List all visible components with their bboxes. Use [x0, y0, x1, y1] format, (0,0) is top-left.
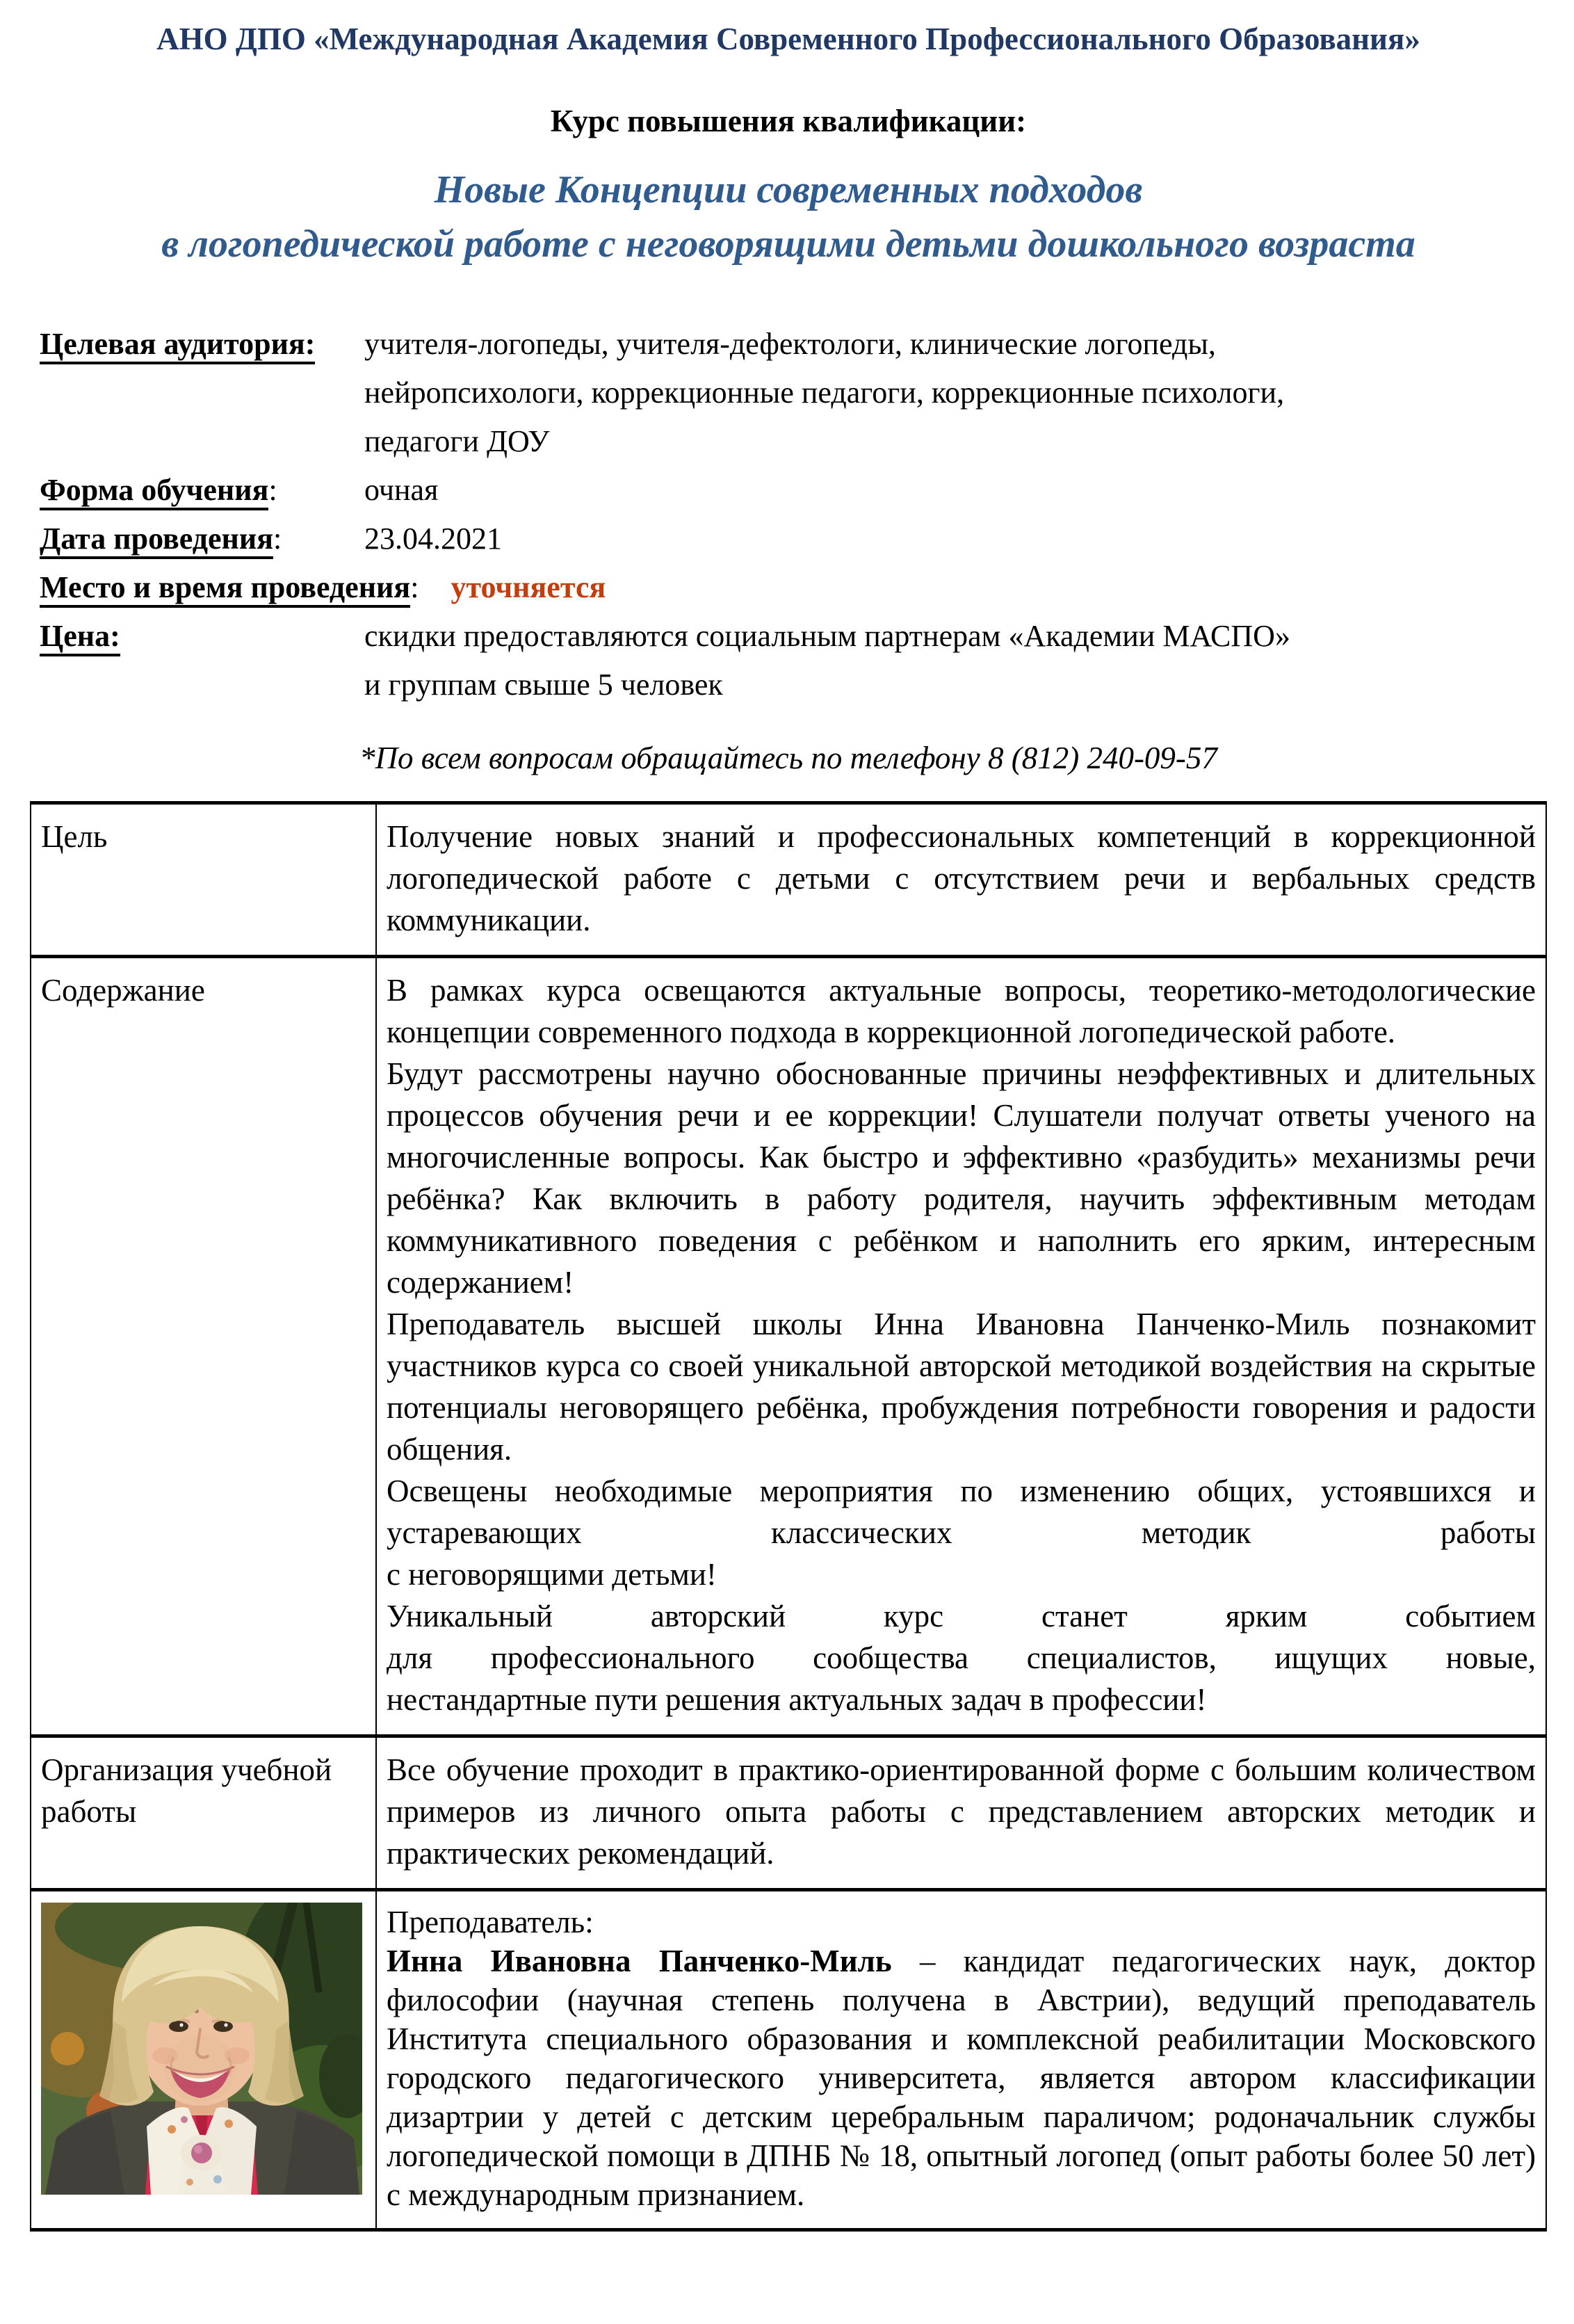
detail-colon: :: [268, 473, 277, 508]
detail-value: [451, 563, 606, 612]
table-row: [31, 1890, 1546, 2230]
detail-value-line: очная: [364, 473, 439, 508]
detail-label-text: Форма обучения: [40, 473, 268, 510]
paragraph: Все обучение проходит в практико-ориентированной форме с большим количеством примеров из личного опыта работы с представлением авторских методик и практических рекомендаций.: [387, 1752, 1536, 1871]
row-label-cell: Организация учебной работы: [31, 1736, 376, 1890]
detail-row: [40, 466, 1547, 515]
paragraph: Уникальный авторский курс станет ярким событием: [387, 1599, 1536, 1634]
paragraph: с неговорящими детьми!: [387, 1557, 717, 1592]
teacher-heading: Преподаватель:: [387, 1905, 594, 1940]
row-label-cell: Содержание: [31, 957, 376, 1736]
paragraph: для профессионального сообщества специалистов, ищущих новые,: [387, 1640, 1536, 1676]
detail-label-text: Дата проведения: [40, 522, 273, 559]
detail-value: [364, 466, 438, 515]
detail-colon: :: [410, 570, 419, 605]
detail-value-line: педагоги ДОУ: [364, 424, 550, 459]
paragraph: Преподаватель высшей школы Инна Ивановна Панченко-Миль познакомит участников курса со своей уникальной авторской методикой воздействия на скрытые потенциалы неговорящего ребёнка, пробуждения потребности говорения и радости общения.: [387, 1307, 1536, 1467]
detail-value-line: скидки предоставляются социальным партнерам «Академии МАСПО»: [364, 619, 1290, 654]
detail-value-line: 23.04.2021: [364, 522, 502, 556]
contact-phone-note: *По всем вопросам обращайтесь по телефону 8 (812) 240-09-57: [359, 741, 1217, 776]
teacher-photo: [41, 1903, 362, 2195]
detail-row: [40, 320, 1547, 466]
detail-label: [40, 515, 364, 563]
paragraph: Освещены необходимые мероприятия по изменению общих, устоявшихся и устаревающих классических методик работы: [387, 1474, 1536, 1551]
teacher-bio: Инна Ивановна Панченко-Миль – кандидат педагогических наук, доктор философии (научная степень получена в Австрии), ведущий преподаватель Института специального образования и комплексной реабилитации Московского городского педагогического университета, является автором классификации дизартрии у детей с детским церебральным параличом; родоначальник службы логопедической помощи в ДПНБ № 18, опытный логопед (опыт работы более 50 лет) с международным признанием.: [387, 1944, 1536, 2213]
detail-colon: :: [273, 522, 282, 556]
detail-value: [364, 320, 1284, 466]
detail-row: [40, 563, 1547, 612]
detail-value: [364, 612, 1290, 709]
paragraph: В рамках курса освещаются актуальные вопросы, теоретико-методологические концепции современного подхода в коррекционной логопедической работе.: [387, 973, 1536, 1050]
course-title: [30, 163, 1547, 271]
detail-label: [40, 320, 364, 369]
detail-value-line: учителя-логопеды, учителя-дефектологи, клинические логопеды,: [364, 327, 1216, 362]
row-content-cell: [376, 803, 1546, 957]
detail-label-text: Целевая аудитория:: [40, 327, 315, 364]
table-row: [31, 957, 1546, 1736]
course-table: [30, 801, 1547, 2232]
course-details: [30, 320, 1547, 709]
detail-row: [40, 612, 1547, 709]
row-content-cell: [376, 957, 1546, 1736]
teacher-name: Инна Ивановна Панченко-Миль: [387, 1944, 892, 1979]
row-label-cell: Цель: [31, 803, 376, 957]
paragraph: нестандартные пути решения актуальных задач в профессии!: [387, 1682, 1207, 1718]
detail-value-line: нейропсихологи, коррекционные педагоги, коррекционные психологи,: [364, 376, 1285, 410]
row-content-cell: [376, 1890, 1546, 2230]
course-title-line2: в логопедической работе с неговорящими детьми дошкольного возраста: [161, 223, 1415, 266]
organization-title: АНО ДПО «Международная Академия Современного Профессионального Образования»: [156, 22, 1420, 56]
detail-value-line: и группам свыше 5 человек: [364, 668, 723, 702]
course-type-label: Курс повышения квалификации:: [550, 104, 1027, 139]
table-row: [31, 803, 1546, 957]
detail-value-line: уточняется: [451, 570, 606, 605]
paragraph: Получение новых знаний и профессиональных компетенций в коррекционной логопедической работе с детьми с отсутствием речи и вербальных средств коммуникации.: [387, 819, 1536, 938]
detail-label-text: Цена:: [40, 619, 120, 656]
row-label-cell: [31, 1890, 376, 2230]
detail-row: [40, 515, 1547, 563]
detail-label: [40, 612, 364, 661]
detail-value: [364, 515, 502, 563]
table-row: [31, 1736, 1546, 1890]
paragraph: Будут рассмотрены научно обоснованные причины неэффективных и длительных процессов обучения речи и ее коррекции! Слушатели получат ответы ученого на многочисленные вопросы. Как быстро и эффективно «разбудить» механизмы речи ребёнка? Как включить в работу родителя, научить эффективным методам коммуникативного поведения с ребёнком и наполнить его ярким, интересным содержанием!: [387, 1056, 1536, 1300]
row-content-cell: [376, 1736, 1546, 1890]
detail-label-text: Место и время проведения: [40, 570, 410, 608]
detail-label: [40, 563, 419, 612]
detail-label: [40, 466, 364, 515]
course-title-line1: Новые Концепции современных подходов: [434, 168, 1143, 212]
